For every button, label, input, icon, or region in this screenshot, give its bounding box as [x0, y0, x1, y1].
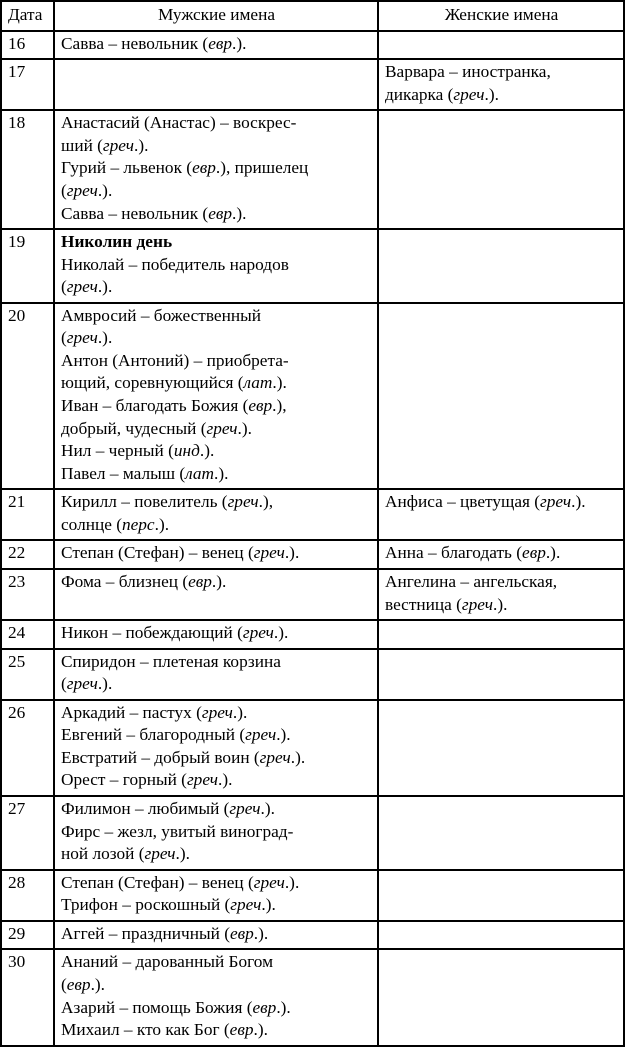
- male-names-cell: [54, 620, 378, 649]
- language-abbreviation: греч: [229, 799, 261, 818]
- table-body: [1, 31, 624, 1046]
- language-abbreviation: греч: [540, 492, 572, 512]
- table-row: [1, 796, 624, 870]
- language-abbreviation: греч: [259, 747, 291, 767]
- language-abbreviation: греч: [253, 543, 285, 563]
- female-names-cell: [378, 31, 624, 60]
- name-entry-line: Спиридон – плетеная корзина: [61, 651, 281, 671]
- table-row: [1, 870, 624, 921]
- name-entry-line: Нил – черный (инд.).: [61, 441, 215, 461]
- table-row: [1, 700, 624, 796]
- table-row: [1, 540, 624, 569]
- date-cell: 26: [1, 700, 54, 796]
- name-entry-line: Евстратий – добрый воин (греч.).: [61, 747, 306, 767]
- language-abbreviation: греч: [453, 84, 485, 104]
- table-row: [1, 489, 624, 540]
- name-entry-line: Ангелина – ангельская,: [385, 571, 558, 591]
- language-abbreviation: греч: [66, 180, 98, 200]
- name-entry-line: (греч.).: [61, 674, 113, 694]
- female-names-cell: [378, 110, 624, 229]
- date-cell: 16: [1, 31, 54, 60]
- name-entry-line: Гурий – львенок (евр.), пришелец: [61, 158, 309, 178]
- female-names-cell: [378, 303, 624, 490]
- name-entry-line: Аркадий – пастух (греч.).: [61, 702, 248, 722]
- male-names-cell: [54, 569, 378, 620]
- language-abbreviation: греч: [230, 895, 262, 915]
- table-row: [1, 569, 624, 620]
- language-abbreviation: греч: [227, 492, 259, 512]
- language-abbreviation: евр: [188, 571, 212, 591]
- feast-day-label: Николин день: [61, 232, 173, 252]
- name-entry-line: Анфиса – цветущая (греч.).: [385, 492, 586, 512]
- name-entry-line: Степан (Стефан) – венец (греч.).: [61, 872, 300, 892]
- female-names-cell: [378, 796, 624, 870]
- name-entry-line: Павел – малыш (лат.).: [61, 463, 229, 483]
- table-row: [1, 921, 624, 950]
- name-entry-line: Филимон – любимый (греч.).: [61, 799, 275, 818]
- language-abbreviation: евр: [208, 33, 232, 53]
- language-abbreviation: греч: [66, 328, 98, 348]
- table-row: [1, 303, 624, 490]
- date-cell: 20: [1, 303, 54, 490]
- name-entry-line: Степан (Стефан) – венец (греч.).: [61, 543, 300, 563]
- language-abbreviation: греч: [245, 725, 277, 745]
- language-abbreviation: греч: [102, 135, 134, 155]
- date-cell: 17: [1, 59, 54, 110]
- name-entry-line: ший (греч.).: [61, 135, 149, 155]
- female-names-cell: [378, 949, 624, 1045]
- table-row: [1, 110, 624, 229]
- language-abbreviation: греч: [253, 872, 285, 892]
- language-abbreviation: евр: [229, 923, 254, 943]
- name-entry-line: Михаил – кто как Бог (евр.).: [61, 1020, 268, 1040]
- language-abbreviation: евр: [252, 997, 277, 1017]
- column-header-date: Дата: [1, 1, 54, 31]
- date-cell: 29: [1, 921, 54, 950]
- name-entry-line: Орест – горный (греч.).: [61, 770, 233, 790]
- date-cell: 21: [1, 489, 54, 540]
- language-abbreviation: евр: [522, 543, 546, 563]
- female-names-cell: [378, 540, 624, 569]
- name-entry-line: Трифон – роскошный (греч.).: [61, 895, 276, 915]
- female-names-cell: [378, 649, 624, 700]
- male-names-cell: [54, 110, 378, 229]
- name-entry-line: Кирилл – повелитель (греч.),: [61, 492, 274, 512]
- female-names-cell: [378, 870, 624, 921]
- name-entry-line: Варвара – иностранка,: [385, 62, 551, 82]
- language-abbreviation: лат: [243, 373, 273, 393]
- name-entry-line: добрый, чудесный (греч.).: [61, 418, 252, 438]
- name-entry-line: вестница (греч.).: [385, 594, 508, 614]
- language-abbreviation: греч: [242, 623, 274, 643]
- female-names-cell: [378, 569, 624, 620]
- name-entry-line: Азарий – помощь Божия (евр.).: [61, 997, 291, 1017]
- name-entry-line: Савва – невольник (евр.).: [61, 33, 247, 53]
- date-cell: 24: [1, 620, 54, 649]
- female-names-cell: [378, 59, 624, 110]
- name-entry-line: Анастасий (Анастас) – воскрес-: [61, 113, 297, 133]
- table-row: [1, 59, 624, 110]
- name-entry-line: Евгений – благородный (греч.).: [61, 725, 291, 745]
- table-row: [1, 649, 624, 700]
- language-abbreviation: евр: [208, 203, 232, 223]
- language-abbreviation: греч: [66, 277, 98, 297]
- name-entry-line: (греч.).: [61, 328, 113, 348]
- female-names-cell: [378, 620, 624, 649]
- male-names-cell: [54, 229, 378, 303]
- language-abbreviation: греч: [186, 770, 219, 790]
- language-abbreviation: евр: [248, 396, 273, 415]
- name-entry-line: Никон – побеждающий (греч.).: [61, 623, 289, 643]
- table-row: [1, 620, 624, 649]
- date-cell: 18: [1, 110, 54, 229]
- female-names-cell: [378, 489, 624, 540]
- table-header: [1, 1, 624, 31]
- column-header-male-names: Мужские имена: [54, 1, 378, 31]
- male-names-cell: [54, 540, 378, 569]
- name-entry-line: Ананий – дарованный Богом: [61, 952, 274, 972]
- female-names-cell: [378, 700, 624, 796]
- male-names-cell: [54, 870, 378, 921]
- male-names-cell: [54, 59, 378, 110]
- male-names-cell: [54, 489, 378, 540]
- header-row: [1, 1, 624, 31]
- language-abbreviation: лат: [185, 463, 214, 483]
- date-cell: 25: [1, 649, 54, 700]
- table-row: [1, 229, 624, 303]
- name-entry-line: (евр.).: [61, 974, 105, 994]
- name-entry-line: (греч.).: [61, 277, 113, 297]
- name-entry-line: Амвросий – божественный: [61, 305, 261, 325]
- male-names-cell: [54, 649, 378, 700]
- language-abbreviation: греч: [206, 418, 238, 438]
- table-row: [1, 949, 624, 1045]
- name-entry-line: ющий, соревнующийся (лат.).: [61, 373, 287, 393]
- date-cell: 19: [1, 229, 54, 303]
- name-entry-line: Фома – близнец (евр.).: [61, 571, 227, 591]
- name-entry-line: ной лозой (греч.).: [61, 844, 190, 864]
- language-abbreviation: евр: [192, 158, 216, 178]
- language-abbreviation: греч: [144, 844, 176, 864]
- female-names-cell: [378, 921, 624, 950]
- date-cell: 27: [1, 796, 54, 870]
- name-entry-line: Николай – победитель народов: [61, 254, 289, 274]
- male-names-cell: [54, 31, 378, 60]
- male-names-cell: [54, 796, 378, 870]
- table-row: [1, 31, 624, 60]
- name-entry-line: солнце (перс.).: [61, 514, 170, 534]
- male-names-cell: [54, 921, 378, 950]
- date-cell: 28: [1, 870, 54, 921]
- name-entry-line: Аггей – праздничный (евр.).: [61, 923, 269, 943]
- language-abbreviation: перс: [121, 514, 155, 534]
- female-names-cell: [378, 229, 624, 303]
- male-names-cell: [54, 949, 378, 1045]
- name-entry-line: Иван – благодать Божия (евр.),: [61, 396, 287, 415]
- language-abbreviation: евр: [229, 1020, 254, 1040]
- name-entry-line: Фирс – жезл, увитый виноград-: [61, 821, 294, 841]
- male-names-cell: [54, 700, 378, 796]
- language-abbreviation: греч: [461, 594, 493, 614]
- male-names-cell: [54, 303, 378, 490]
- name-entry-line: Анна – благодать (евр.).: [385, 543, 561, 563]
- date-cell: 23: [1, 569, 54, 620]
- language-abbreviation: греч: [66, 674, 98, 694]
- column-header-female-names: Женские имена: [378, 1, 624, 31]
- name-entry-line: Антон (Антоний) – приобрета-: [61, 350, 289, 370]
- language-abbreviation: греч: [201, 702, 233, 722]
- date-cell: 30: [1, 949, 54, 1045]
- name-entry-line: дикарка (греч.).: [385, 84, 499, 104]
- name-entry-line: (греч.).: [61, 180, 113, 200]
- name-entry-line: Савва – невольник (евр.).: [61, 203, 247, 223]
- language-abbreviation: евр: [66, 974, 91, 994]
- date-cell: 22: [1, 540, 54, 569]
- language-abbreviation: инд: [173, 441, 200, 461]
